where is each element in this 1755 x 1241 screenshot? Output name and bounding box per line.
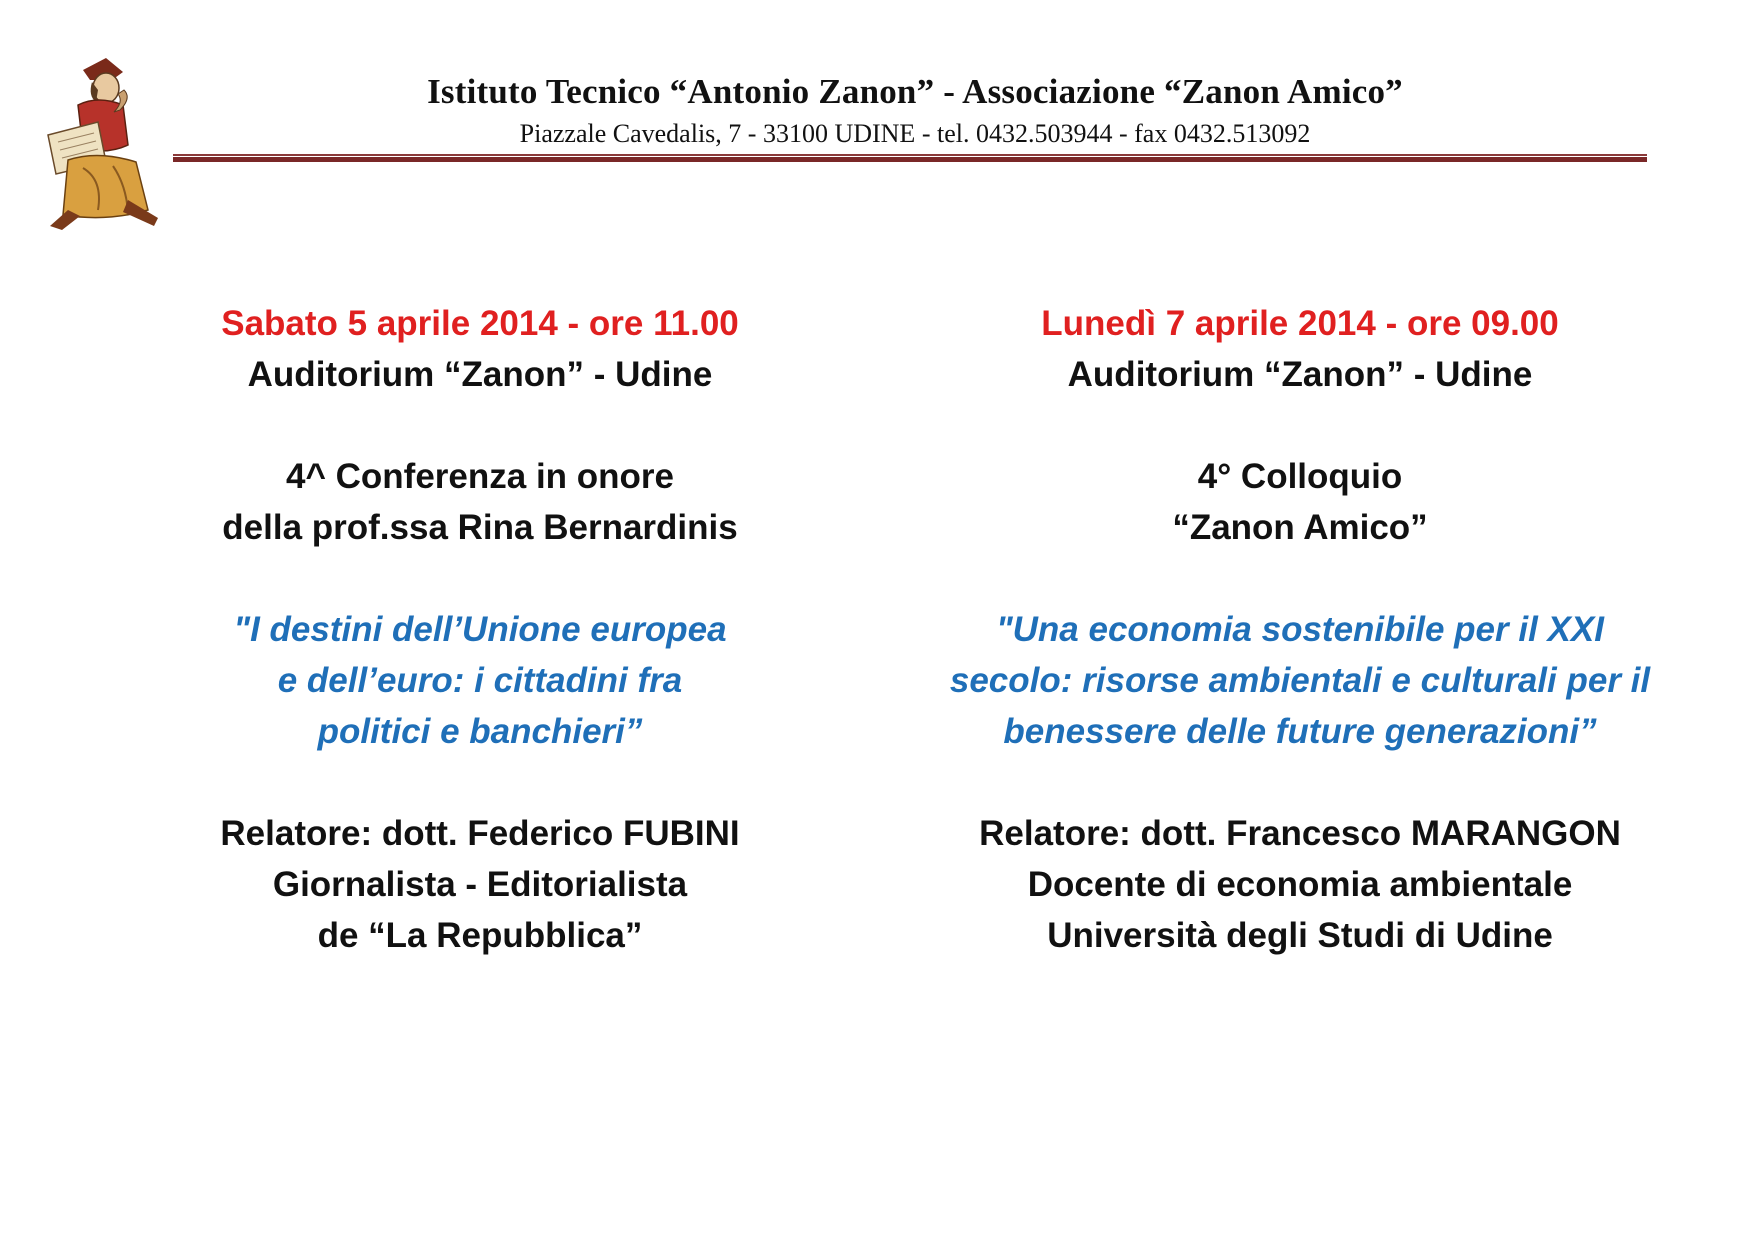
event-type-line: 4° Colloquio <box>1197 457 1403 496</box>
institute-title: Istituto Tecnico “Antonio Zanon” - Associazione “Zanon Amico” <box>427 72 1403 111</box>
speaker-line: Relatore: dott. Francesco MARANGON <box>979 814 1621 853</box>
speaker-line: Università degli Studi di Udine <box>1047 916 1553 955</box>
event-column-right <box>880 298 1720 961</box>
event-date: Sabato 5 aprile 2014 - ore 11.00 <box>221 304 739 343</box>
speaker-line: Giornalista - Editorialista <box>272 865 688 904</box>
event-date: Lunedì 7 aprile 2014 - ore 09.00 <box>1041 304 1559 343</box>
talk-title-line: secolo: risorse ambientali e culturali per il <box>949 661 1651 700</box>
talk-title-line: politici e banchieri” <box>317 712 643 751</box>
event-type-line: 4^ Conferenza in onore <box>286 457 674 496</box>
event-column-left <box>180 298 780 961</box>
talk-title-line: e dell’euro: i cittadini fra <box>277 661 683 700</box>
event-type-line: della prof.ssa Rina Bernardinis <box>222 508 738 547</box>
speaker-line: Relatore: dott. Federico FUBINI <box>220 814 740 853</box>
institute-address: Piazzale Cavedalis, 7 - 33100 UDINE - tel. 0432.503944 - fax 0432.513092 <box>519 119 1311 148</box>
talk-title-line: benessere delle future generazioni” <box>1003 712 1597 751</box>
event-venue: Auditorium “Zanon” - Udine <box>247 355 713 394</box>
speaker-line: de “La Repubblica” <box>317 916 643 955</box>
speaker-line: Docente di economia ambientale <box>1027 865 1573 904</box>
event-venue: Auditorium “Zanon” - Udine <box>1067 355 1533 394</box>
talk-title-line: "Una economia sostenibile per il XXI <box>996 610 1604 649</box>
writer-figure-icon <box>28 50 168 235</box>
header-divider <box>173 154 1647 162</box>
institute-logo <box>28 50 168 235</box>
talk-title-line: "I destini dell’Unione europea <box>233 610 727 649</box>
event-type-line: “Zanon Amico” <box>1172 508 1428 547</box>
